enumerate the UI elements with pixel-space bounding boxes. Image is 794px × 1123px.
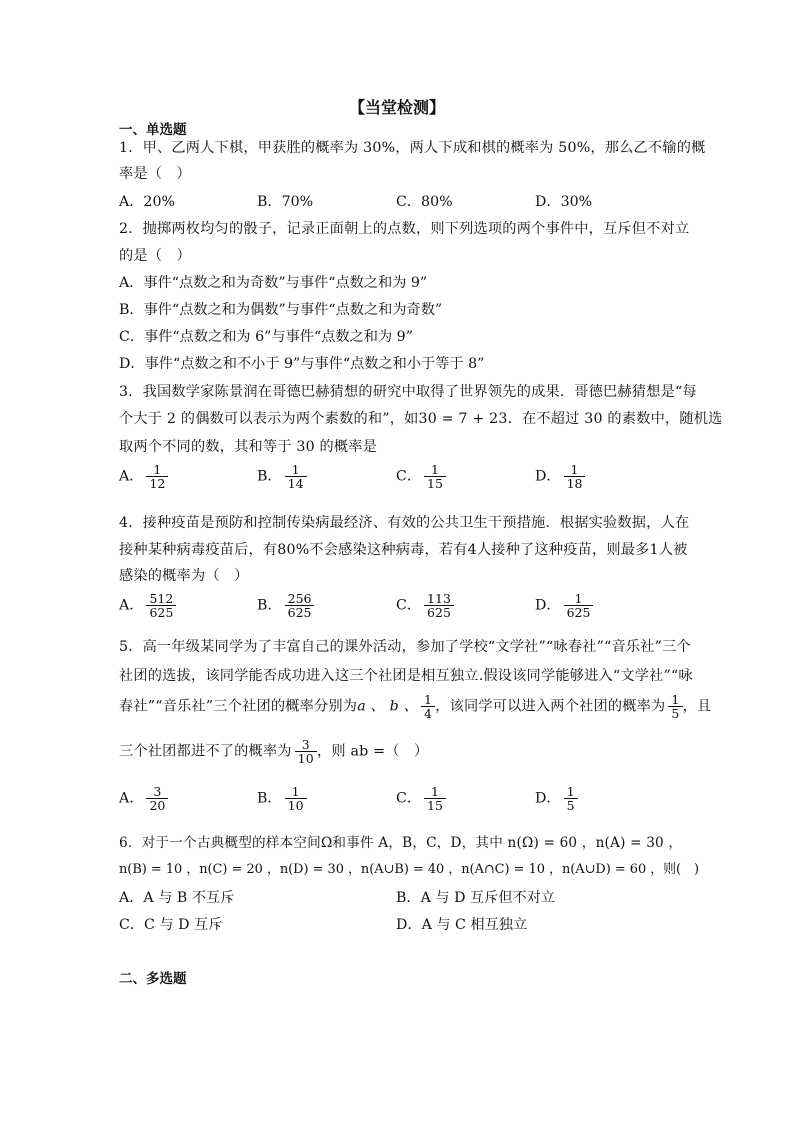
q3-stem-line1: 3．我国数学家陈景润在哥德巴赫猜想的研究中取得了世界领先的成果．哥德巴赫猜想是“每 xyxy=(119,384,697,400)
fraction: $\frac{1}{5}$ xyxy=(564,785,578,812)
q4-stem-line2: 接种某种病毒疫苗后，有80%不会感染这种病毒，若有4人接种了这种疫苗，则最多1人被 xyxy=(119,542,688,558)
q2-option-c: C．事件“点数之和为 6”与事件“点数之和为 9” xyxy=(119,329,413,345)
q5-stem-line3: 春社”“音乐社”三个社团的概率分别为a 、 b 、 $\frac{1}{4}$ ，该同学可以进入两个社团的概率为 $\frac{1}{5}$ ，且 xyxy=(119,692,712,722)
q6-stem-line1: 6．对于一个古典概型的样本空间Ω和事件 A，B，C，D，其中 n(Ω) = 60 ，n(A) = 30 ， xyxy=(119,835,683,851)
q6-option-a: A．A 与 B 不互斥 xyxy=(119,890,235,906)
page-title: 【当堂检测】 xyxy=(348,98,445,117)
section-heading-multiple-choice: 二、多选题 xyxy=(119,971,187,987)
q5-option-b: B． $\frac{1}{10}$ xyxy=(257,785,307,812)
q4-option-d: D． $\frac{1}{625}$ xyxy=(535,592,593,619)
q6-option-d: D．A 与 C 相互独立 xyxy=(396,917,528,933)
fraction: $\frac{1}{4}$ xyxy=(421,693,435,720)
fraction: $\frac{256}{625}$ xyxy=(285,592,315,619)
q1-option-a: A．20% xyxy=(119,194,175,210)
fraction: $\frac{3}{10}$ xyxy=(295,738,317,765)
fraction: $\frac{1}{5}$ xyxy=(668,693,682,720)
fraction: $\frac{1}{14}$ xyxy=(285,463,307,490)
fraction: $\frac{512}{625}$ xyxy=(146,592,176,619)
q4-option-c: C． $\frac{113}{625}$ xyxy=(396,592,454,619)
q5-stem-line4: 三个社团都进不了的概率为 $\frac{3}{10}$ ，则 ab =（ ） xyxy=(119,737,429,767)
q5-option-d: D． $\frac{1}{5}$ xyxy=(535,785,578,812)
q3-option-a: A． $\frac{1}{12}$ xyxy=(119,463,168,490)
q1-stem-line2: 率是（ ） xyxy=(119,166,191,182)
q2-option-d: D．事件“点数之和不小于 9”与事件“点数之和小于等于 8” xyxy=(119,356,485,372)
q6-stem-line2: n(B) = 10 ，n(C) = 20 ，n(D) = 30 ，n(A∪B) = 40 ，n(A∩C) = 10 ，n(A∪D) = 60 ，则( ) xyxy=(119,862,699,877)
q5-stem-line1: 5．高一年级某同学为了丰富自己的课外活动，参加了学校“文学社”“咏春社”“音乐社”三个 xyxy=(119,639,691,655)
section-heading-single-choice: 一、单选题 xyxy=(119,122,187,138)
q5-option-c: C． $\frac{1}{15}$ xyxy=(396,785,446,812)
q1-option-d: D．30% xyxy=(535,194,593,210)
q1-option-b: B．70% xyxy=(257,194,314,210)
q4-stem-line3: 感染的概率为（ ） xyxy=(119,568,249,584)
fraction: $\frac{113}{625}$ xyxy=(424,592,454,619)
q2-stem-line2: 的是（ ） xyxy=(119,248,191,264)
q3-stem-line2: 个大于 2 的偶数可以表示为两个素数的和”，如30 = 7 + 23．在不超过 30 的素数中，随机选 xyxy=(119,411,723,427)
q4-option-a: A． $\frac{512}{625}$ xyxy=(119,592,176,619)
q2-option-b: B．事件“点数之和为偶数”与事件“点数之和为奇数” xyxy=(119,302,443,318)
fraction: $\frac{1}{15}$ xyxy=(424,463,446,490)
q3-option-d: D． $\frac{1}{18}$ xyxy=(535,463,585,490)
q1-stem-line1: 1．甲、乙两人下棋，甲获胜的概率为 30%，两人下成和棋的概率为 50%，那么乙不输的概 xyxy=(119,140,706,156)
fraction: $\frac{3}{20}$ xyxy=(146,785,168,812)
fraction: $\frac{1}{625}$ xyxy=(564,592,594,619)
q2-option-a: A．事件“点数之和为奇数”与事件“点数之和为 9” xyxy=(119,275,428,291)
q1-option-c: C．80% xyxy=(396,194,453,210)
q6-option-b: B．A 与 D 互斥但不对立 xyxy=(396,890,556,906)
q4-stem-line1: 4．接种疫苗是预防和控制传染病最经济、有效的公共卫生干预措施．根据实验数据，人在 xyxy=(119,515,690,531)
q5-stem-line2: 社团的选拔，该同学能否成功进入这三个社团是相互独立.假设该同学能够进入“文学社”“咏 xyxy=(119,668,693,684)
q6-option-c: C．C 与 D 互斥 xyxy=(119,917,223,933)
fraction: $\frac{1}{10}$ xyxy=(285,785,307,812)
fraction: $\frac{1}{15}$ xyxy=(424,785,446,812)
q3-stem-line3: 取两个不同的数，其和等于 30 的概率是 xyxy=(119,439,378,455)
q2-stem-line1: 2．抛掷两枚均匀的骰子，记录正面朝上的点数，则下列选项的两个事件中，互斥但不对立 xyxy=(119,221,690,237)
q3-option-b: B． $\frac{1}{14}$ xyxy=(257,463,307,490)
q4-option-b: B． $\frac{256}{625}$ xyxy=(257,592,314,619)
fraction: $\frac{1}{12}$ xyxy=(146,463,168,490)
q3-option-c: C． $\frac{1}{15}$ xyxy=(396,463,446,490)
fraction: $\frac{1}{18}$ xyxy=(564,463,586,490)
q5-option-a: A． $\frac{3}{20}$ xyxy=(119,785,168,812)
